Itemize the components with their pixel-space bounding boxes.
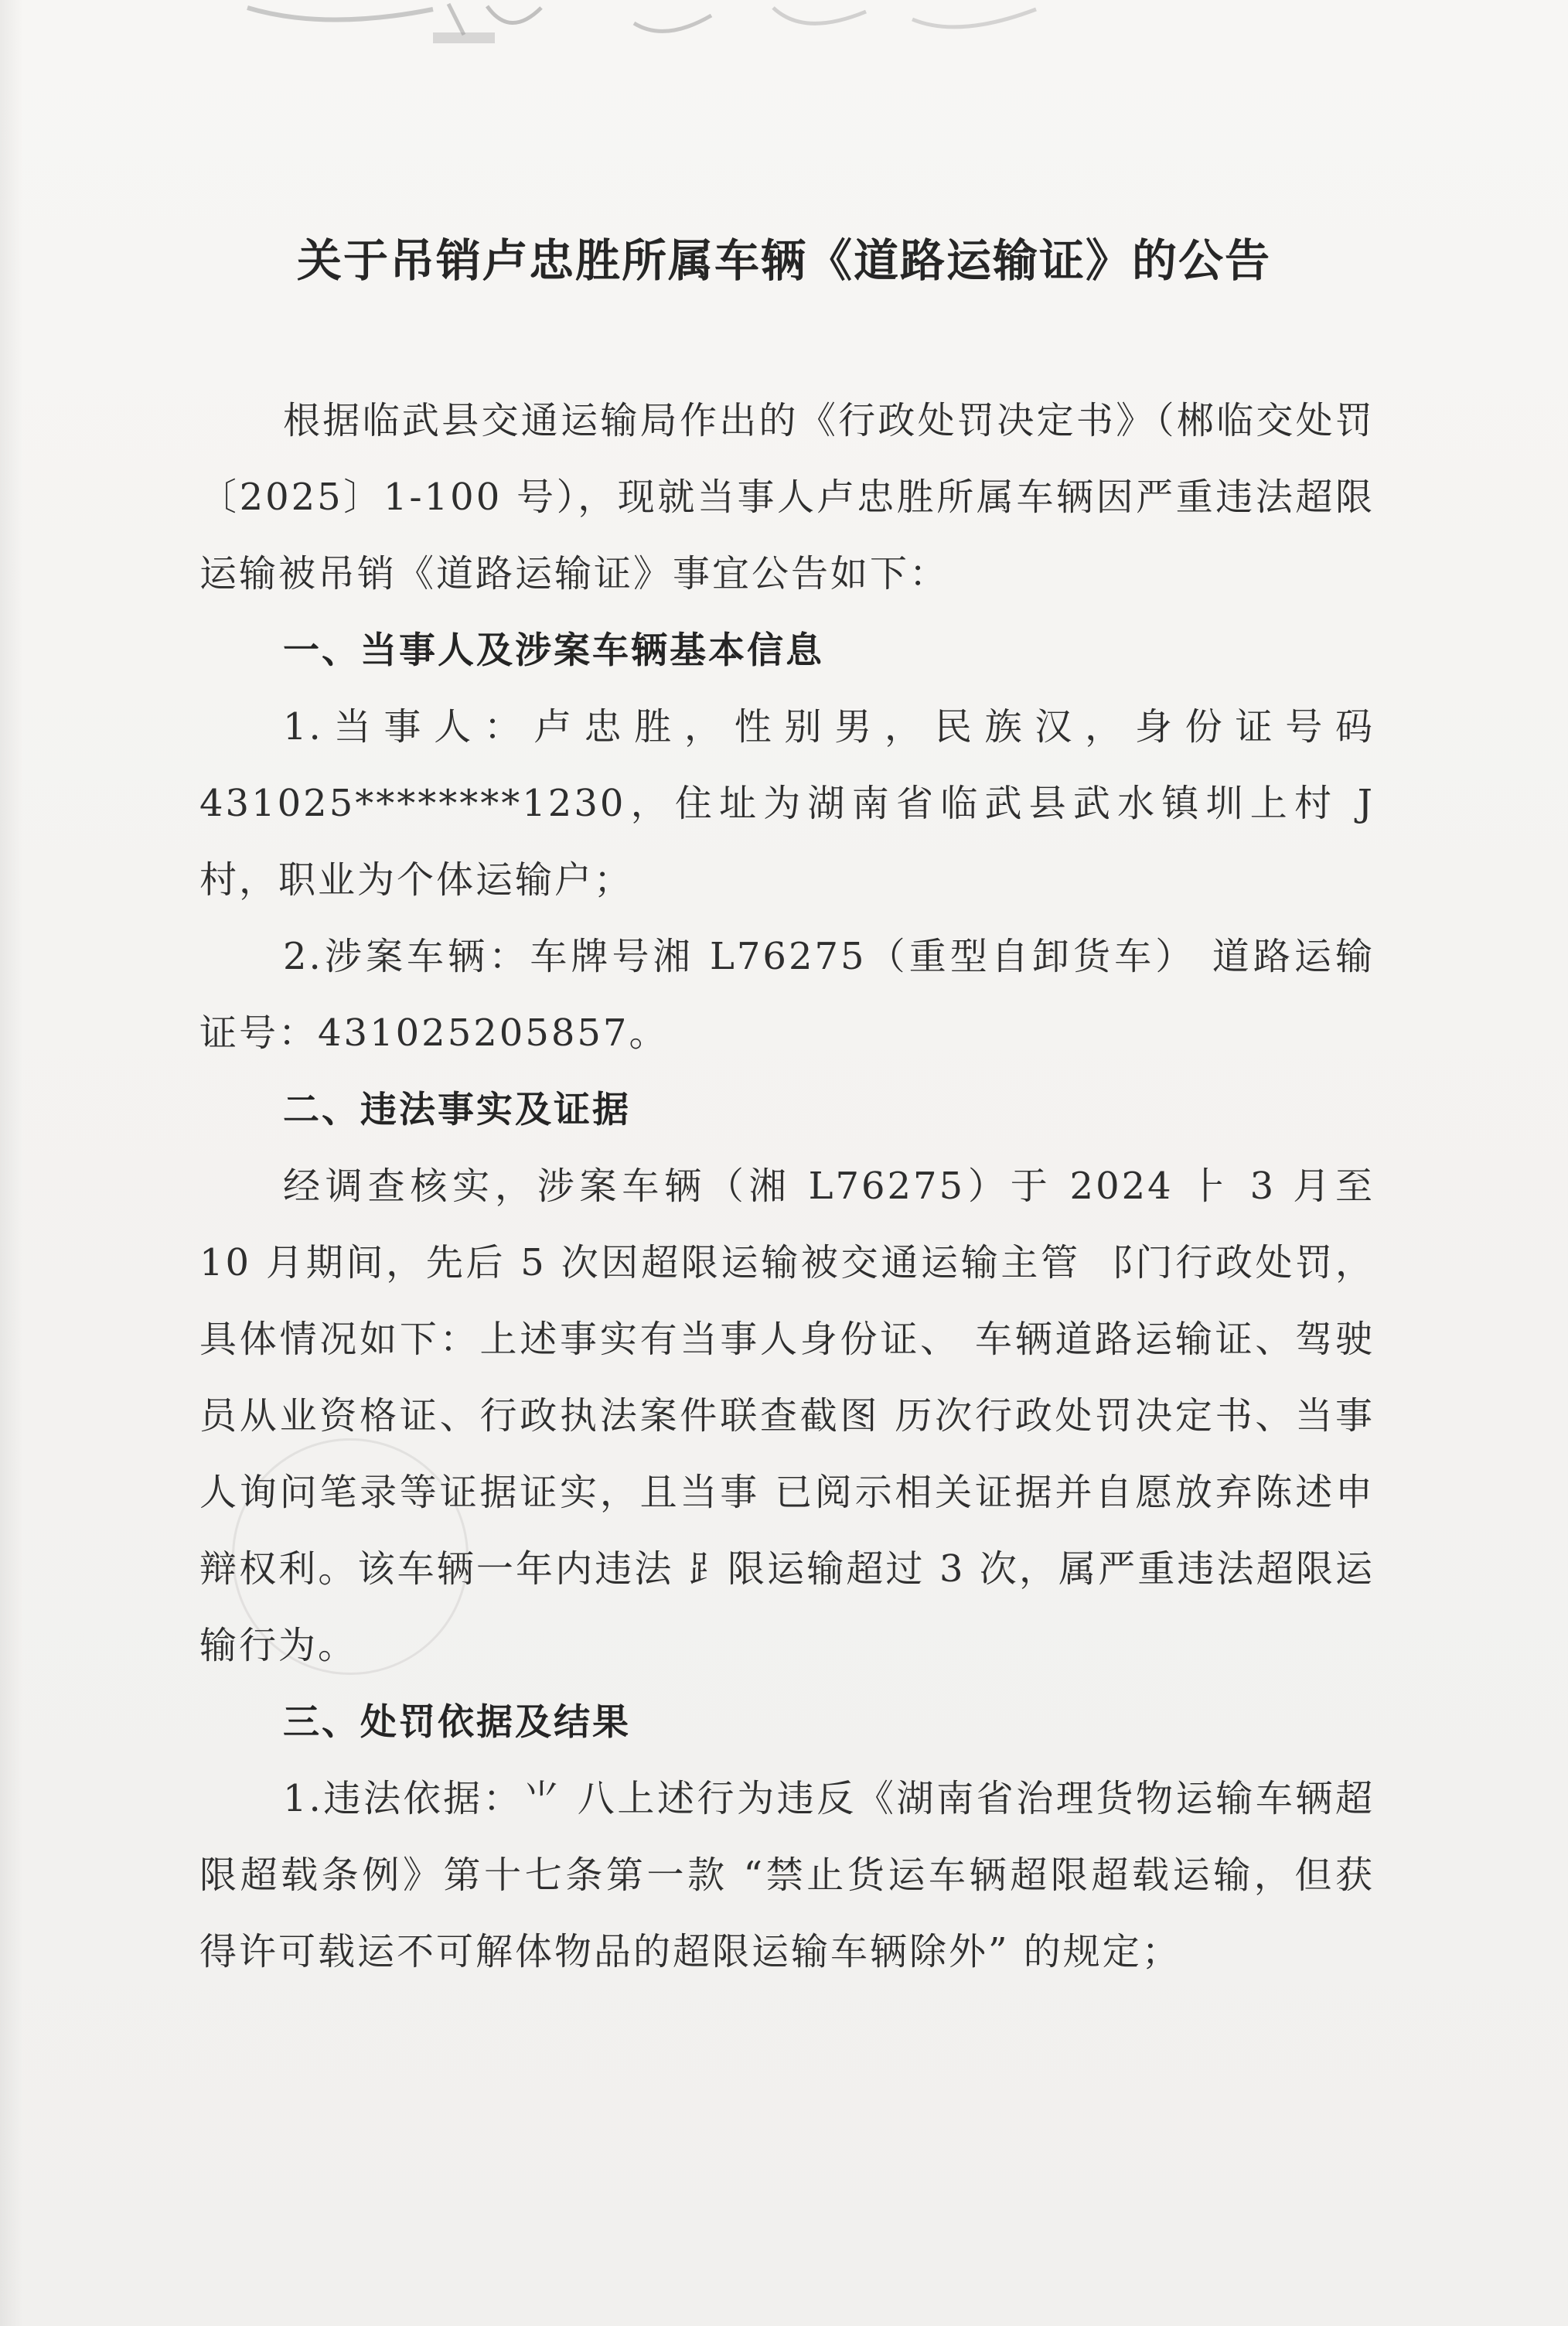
section-2-paragraph: 经调查核实，涉案车辆（湘 L76275）于 2024 ⺊ 3 月至 10 月期间，先后 5 次因超限运输被交通运输主管 ⻏门行政处罚，具体情况如下：上述事实有当事人身份证、 ⻋辆道路运输证、驾驶员从业资格证、行政执法案件联查截图 历次行政处罚决定书、当事人询问笔录等证据证实，且当事 已阅示相关证据并自愿放弃陈述申辩权利。该车辆一年内违法 ⻊限运输超过 3 次，属严重违法超限运输行为。 xyxy=(199,1165,1375,1667)
section-2-heading: 二、违法事实及证据 xyxy=(283,1089,631,1131)
intro-paragraph: 根据临武县交通运输局作出的《行政处罚决定书》（郴临交处罚〔2025〕1-100 号），现就当事人卢忠胜所属车辆因严重违法超限运输被吊销《道路运输证》事宜公告如下： xyxy=(199,399,1375,595)
page-edge-shadow xyxy=(0,0,23,2326)
section-1-item-1: 1.当事人：卢忠胜，性别男，民族汉，身份证号码431025********1230，住址为湖南省临武县武水镇圳上村 J 村，职业为个体运输户； xyxy=(199,705,1375,902)
section-1-heading: 一、当事人及涉案车辆基本信息 xyxy=(283,629,824,672)
top-smudge-marks xyxy=(232,0,1160,46)
document-body xyxy=(199,383,1375,1990)
section-3-heading: 三、处罚依据及结果 xyxy=(283,1701,631,1744)
section-3-item-1: 1.违法依据：⺌ ⼋上述行为违反《湖南省治理货物运输车辆超限超载条例》第十七条第一款 “禁止货运车辆超限超载运输，但获得许可载运不可解体物品的超限运输车辆除外” 的规定； xyxy=(199,1777,1375,1973)
section-1-item-2: 2.涉案车辆：车牌号湘 L76275（重型自卸货车） 道路运输证号：431025205857。 xyxy=(199,935,1375,1055)
document-title: 关于吊销卢忠胜所属车辆《道路运输证》的公告 xyxy=(296,234,1271,287)
